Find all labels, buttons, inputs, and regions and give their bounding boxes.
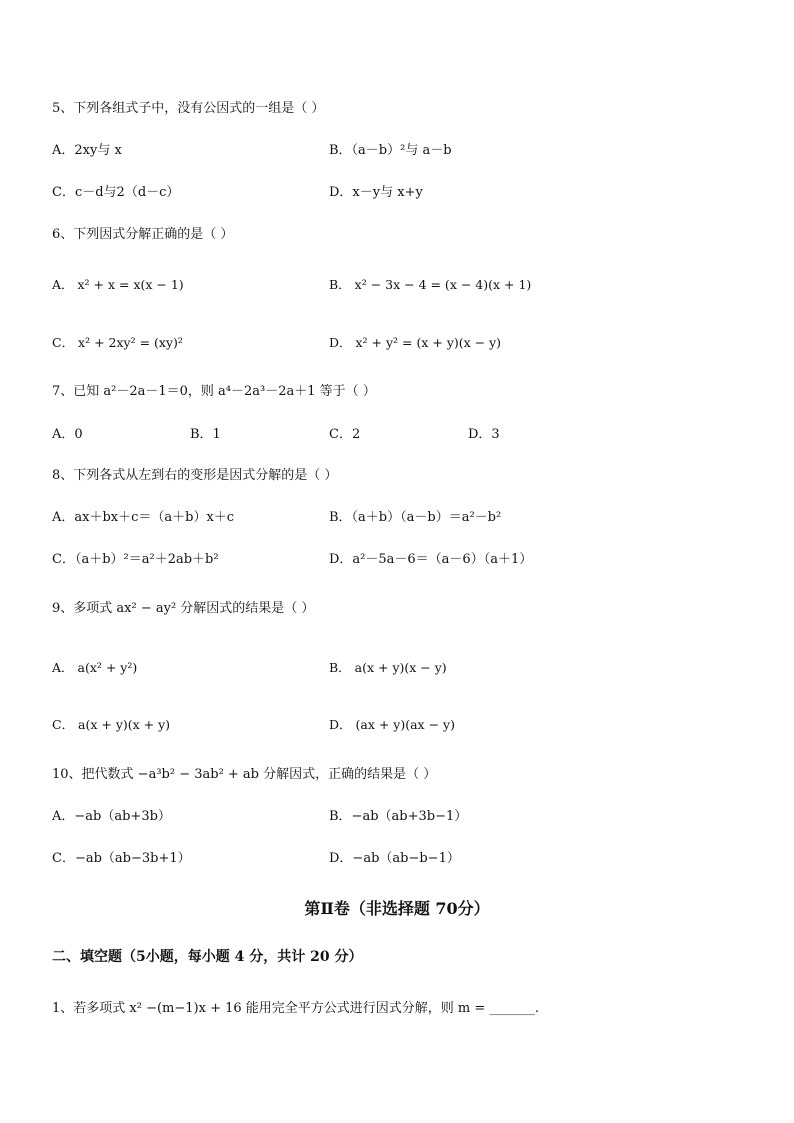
q6-option-c: C． x² + 2xy² = (xy)² [52,335,183,350]
q8-stem: 8、下列各式从左到右的变形是因式分解的是（ ） [52,468,338,483]
q8-option-d: D．a²－5a－6＝（a－6）（a＋1） [329,552,533,567]
q7-option-a: A．0 [52,427,83,442]
q10-option-c: C．−ab（ab−3b+1） [52,851,191,866]
section-title: 第Ⅱ卷（非选择题 70分） [304,899,490,918]
q8-option-a: A．ax＋bx＋c＝（a＋b）x＋c [52,510,235,525]
q5-option-b: B．（a－b）²与 a－b [329,143,452,158]
q6-option-d: D． x² + y² = (x + y)(x − y) [329,335,502,350]
q9-stem: 9、多项式 ax² − ay² 分解因式的结果是（ ） [52,601,315,616]
q5-option-d: D．x－y与 x+y [329,185,423,200]
q8-option-b: B．（a＋b）（a－b）＝a²－b² [329,510,502,525]
q5-option-a: A．2xy与 x [52,143,122,158]
q10-option-b: B．−ab（ab+3b−1） [329,809,468,824]
q9-option-a: A． a(x² + y²) [52,660,138,675]
q9-option-b: B． a(x + y)(x − y) [329,660,447,675]
q10-option-a: A．−ab（ab+3b） [52,809,171,824]
q6-option-b: B． x² − 3x − 4 = (x − 4)(x + 1) [329,277,532,292]
q5-stem: 5、下列各组式子中，没有公因式的一组是（ ） [52,101,325,116]
q10-stem: 10、把代数式 −a³b² − 3ab² + ab 分解因式，正确的结果是（ ） [52,767,437,782]
q5-option-c: C．c－d与2（d－c） [52,185,180,200]
q9-option-d: D． (ax + y)(ax − y) [329,717,455,732]
q6-stem: 6、下列因式分解正确的是（ ） [52,227,234,242]
q7-stem: 7、已知 a²－2a－1＝0，则 a⁴－2a³－2a＋1 等于（ ） [52,384,376,399]
q7-option-c: C．2 [329,427,361,442]
q7-option-b: B．1 [190,427,221,442]
section-part-heading: 二、填空题（5小题，每小题 4 分，共计 20 分） [52,949,363,965]
q10-option-d: D．−ab（ab−b−1） [329,851,460,866]
fill-q1-stem: 1、若多项式 x² −(m−1)x + 16 能用完全平方公式进行因式分解，则 m = _______. [52,1001,540,1016]
q8-option-c: C．（a＋b）²＝a²＋2ab＋b² [52,552,219,567]
q6-option-a: A． x² + x = x(x − 1) [52,277,184,292]
q7-option-d: D．3 [468,427,500,442]
q9-option-c: C． a(x + y)(x + y) [52,717,171,732]
